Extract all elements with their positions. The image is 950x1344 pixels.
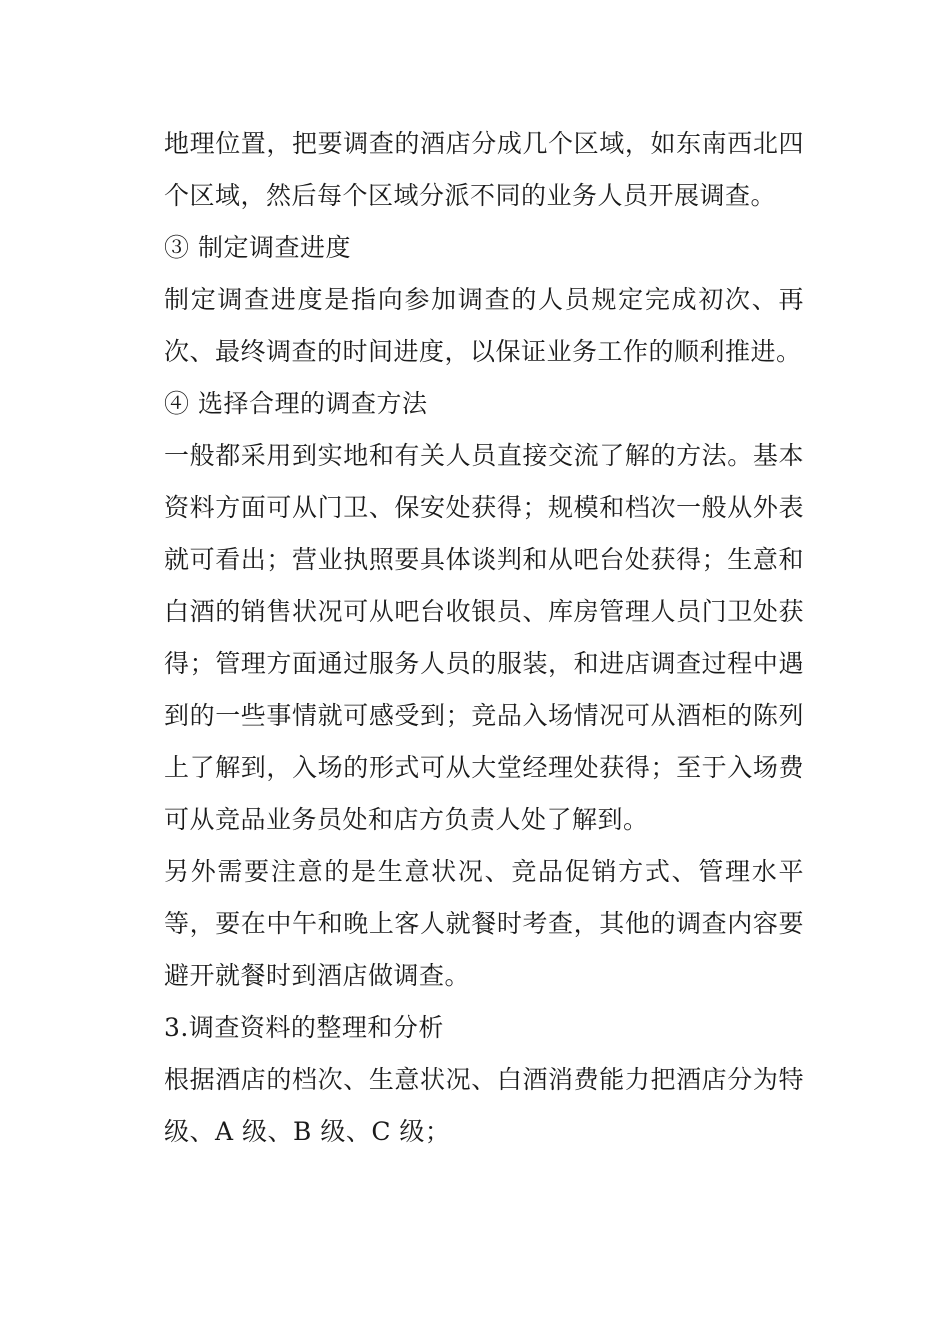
paragraph-location-division: 地理位置，把要调查的酒店分成几个区域，如东南西北四个区域，然后每个区域分派不同的业务人员开展调查。 — [164, 129, 804, 210]
document-body — [164, 118, 804, 1158]
paragraph-timing-note: 另外需要注意的是生意状况、竞品促销方式、管理水平等，要在中午和晚上客人就餐时考查，其他的调查内容要避开就餐时到酒店做调查。 — [164, 857, 804, 990]
heading-method: ④ 选择合理的调查方法 — [164, 389, 428, 418]
heading-schedule: ③ 制定调查进度 — [164, 233, 351, 262]
heading-analysis: 3.调查资料的整理和分析 — [164, 1013, 444, 1042]
paragraph-schedule: 制定调查进度是指向参加调查的人员规定完成初次、再次、最终调查的时间进度，以保证业务工作的顺利推进。 — [164, 285, 804, 366]
paragraph-classification: 根据酒店的档次、生意状况、白酒消费能力把酒店分为特级、A 级、B 级、C 级； — [164, 1065, 804, 1146]
paragraph-method: 一般都采用到实地和有关人员直接交流了解的方法。基本资料方面可从门卫、保安处获得；规模和档次一般从外表就可看出；营业执照要具体谈判和从吧台处获得；生意和白酒的销售状况可从吧台收银员、库房管理人员门卫处获得；管理方面通过服务人员的服装，和进店调查过程中遇到的一些事情就可感受到；竞品入场情况可从酒柜的陈列上了解到，入场的形式可从大堂经理处获得；至于入场费可从竞品业务员处和店方负责人处了解到。 — [164, 441, 804, 834]
